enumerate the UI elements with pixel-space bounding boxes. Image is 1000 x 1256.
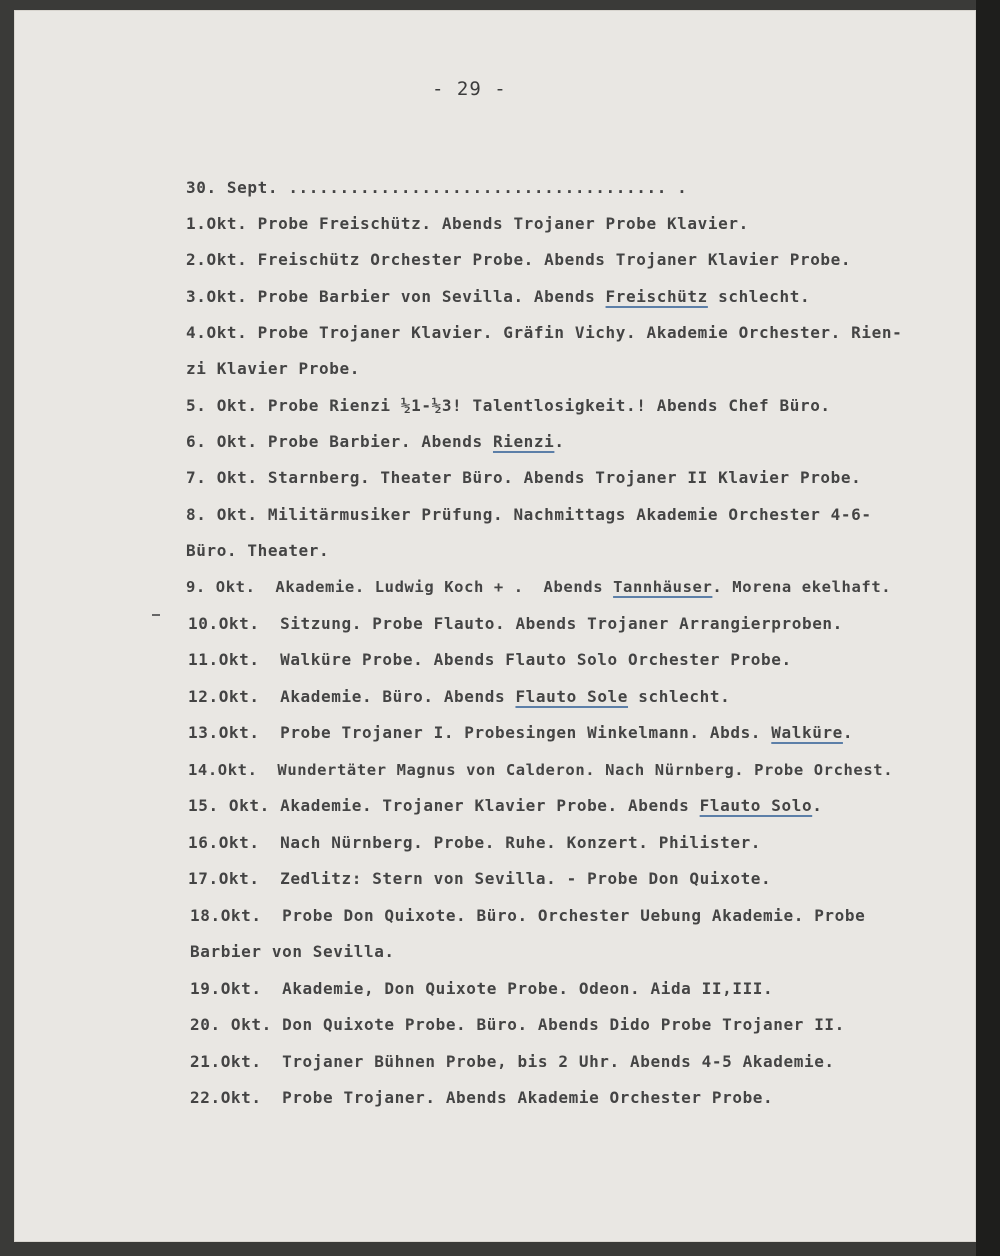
line-text: 2.Okt. Freischütz Orchester Probe. Abends Trojaner Klavier Probe.: [186, 250, 852, 269]
line-text-after: .: [812, 796, 823, 815]
line-text-after: . Morena ekelhaft.: [712, 578, 892, 596]
line-text: 18.Okt. Probe Don Quixote. Büro. Orchester Uebung Akademie. Probe: [190, 906, 866, 925]
diary-line: [186, 323, 902, 343]
diary-line: [186, 359, 360, 379]
line-text: 3.Okt. Probe Barbier von Sevilla. Abends: [186, 287, 606, 306]
line-text: 8. Okt. Militärmusiker Prüfung. Nachmittags Akademie Orchester 4-6-: [186, 505, 872, 524]
diary-line: [186, 287, 810, 307]
diary-line: [190, 1088, 773, 1108]
line-text: zi Klavier Probe.: [186, 359, 360, 378]
diary-line: [190, 942, 395, 962]
line-text-after: .: [554, 432, 565, 451]
diary-line: [190, 1015, 845, 1035]
diary-line: [186, 432, 565, 452]
line-text: Büro. Theater.: [186, 541, 330, 560]
line-text: 10.Okt. Sitzung. Probe Flauto. Abends Trojaner Arrangierproben.: [188, 614, 843, 633]
diary-line: [186, 250, 851, 270]
line-text: 6. Okt. Probe Barbier. Abends: [186, 432, 493, 451]
diary-line: [190, 979, 773, 999]
line-text: 12.Okt. Akademie. Büro. Abends: [188, 687, 516, 706]
underlined-text: Walküre: [771, 723, 843, 742]
diary-line: [188, 760, 893, 780]
diary-line: [190, 1052, 835, 1072]
line-text: 7. Okt. Starnberg. Theater Büro. Abends Trojaner II Klavier Probe.: [186, 468, 862, 487]
page-number: - 29 -: [432, 78, 507, 100]
line-text: 30. Sept. ..................................... .: [186, 178, 688, 197]
diary-line: [188, 869, 771, 889]
line-text: 11.Okt. Walküre Probe. Abends Flauto Solo Orchester Probe.: [188, 650, 792, 669]
diary-line: [188, 614, 843, 634]
page-edge-shadow: [976, 0, 1000, 1256]
diary-line: [188, 833, 761, 853]
underlined-text: Rienzi: [492, 432, 555, 451]
line-text: 5. Okt. Probe Rienzi ½1-½3! Talentlosigkeit.! Abends Chef Büro.: [186, 396, 831, 415]
diary-line: [186, 214, 749, 234]
diary-line: [186, 396, 831, 416]
diary-line: [190, 906, 865, 926]
line-text: 22.Okt. Probe Trojaner. Abends Akademie Orchester Probe.: [190, 1088, 774, 1107]
diary-line: [186, 178, 687, 198]
underlined-text: Tannhäuser: [613, 578, 713, 596]
line-text-after: .: [842, 723, 854, 742]
line-text: 17.Okt. Zedlitz: Stern von Sevilla. - Probe Don Quixote.: [188, 869, 772, 888]
diary-line: [186, 541, 329, 561]
underlined-text: Freischütz: [605, 287, 708, 306]
line-text-after: schlecht.: [628, 687, 731, 706]
diary-line: [188, 650, 792, 670]
line-text: 19.Okt. Akademie, Don Quixote Probe. Odeon. Aida II,III.: [190, 979, 774, 998]
diary-line: [186, 505, 872, 525]
line-text: 20. Okt. Don Quixote Probe. Büro. Abends Dido Probe Trojaner II.: [190, 1015, 845, 1034]
diary-line: [188, 796, 822, 816]
line-text: 14.Okt. Wundertäter Magnus von Calderon. Nach Nürnberg. Probe Orchest.: [188, 761, 894, 779]
diary-line: [186, 577, 891, 597]
diary-line: [188, 687, 730, 707]
underlined-text: Flauto Solo: [699, 796, 813, 815]
line-text: 1.Okt. Probe Freischütz. Abends Trojaner Probe Klavier.: [186, 214, 749, 233]
line-text-after: schlecht.: [707, 287, 811, 306]
line-text: 4.Okt. Probe Trojaner Klavier. Gräfin Vichy. Akademie Orchester. Rien-: [186, 323, 903, 342]
diary-line: [188, 723, 853, 743]
line-text: 9. Okt. Akademie. Ludwig Koch + . Abends: [186, 578, 614, 596]
line-text: 21.Okt. Trojaner Bühnen Probe, bis 2 Uhr. Abends 4-5 Akademie.: [190, 1052, 835, 1071]
diary-line: [186, 468, 861, 488]
line-text: 16.Okt. Nach Nürnberg. Probe. Ruhe. Konzert. Philister.: [188, 833, 762, 852]
line-text: Barbier von Sevilla.: [190, 942, 395, 961]
line-text: 13.Okt. Probe Trojaner I. Probesingen Winkelmann. Abds.: [188, 723, 772, 742]
underlined-text: Flauto Sole: [515, 687, 629, 706]
margin-mark: [152, 614, 160, 616]
line-text: 15. Okt. Akademie. Trojaner Klavier Probe. Abends: [188, 796, 700, 815]
